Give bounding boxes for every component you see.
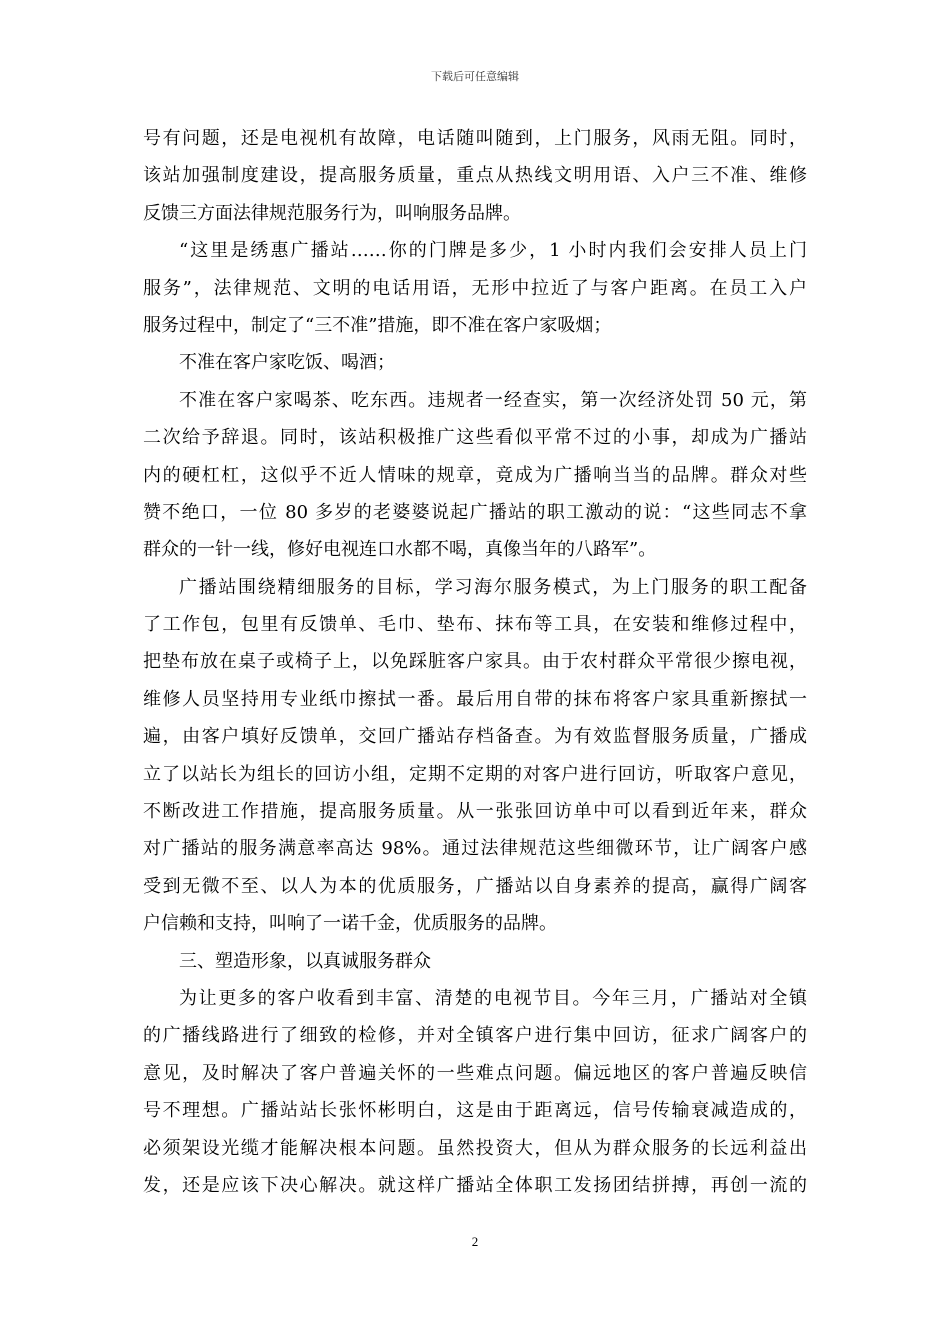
text-line: 户信赖和支持，叫响了一诺千金，优质服务的品牌。 bbox=[143, 913, 557, 935]
text-line: 立了以站长为组长的回访小组，定期不定期的对客户进行回访，听取客户意见， bbox=[143, 763, 807, 785]
text-line: 把垫布放在桌子或椅子上，以免踩脏客户家具。由于农村群众平常很少擦电视， bbox=[143, 651, 807, 673]
text-line: 号不理想。广播站站长张怀彬明白，这是由于距离远，信号传输衰减造成的， bbox=[143, 1100, 807, 1122]
text-line: 不准在客户家吃饭、喝酒； bbox=[179, 352, 395, 374]
page-number: 2 bbox=[471, 1234, 479, 1249]
text-line: 三、塑造形象，以真诚服务群众 bbox=[179, 950, 431, 972]
text-line: 该站加强制度建设，提高服务质量，重点从热线文明用语、入户三不准、维修 bbox=[143, 165, 807, 187]
text-line: 对广播站的服务满意率高达 98%。通过法律规范这些细微环节，让广阔客户感 bbox=[143, 838, 807, 860]
text-line: 内的硬杠杠，这似乎不近人情味的规章，竟成为广播响当当的品牌。群众对些 bbox=[143, 464, 807, 486]
text-line: 二次给予辞退。同时，该站积极推广这些看似平常不过的小事，却成为广播站 bbox=[143, 427, 807, 449]
page-header-note: 下载后可任意编辑 bbox=[431, 70, 519, 83]
text-line: 遍，由客户填好反馈单，交回广播站存档备查。为有效监督服务质量，广播成 bbox=[143, 726, 807, 748]
text-line: 不断改进工作措施，提高服务质量。从一张张回访单中可以看到近年来，群众 bbox=[143, 801, 807, 823]
text-line: 赞不绝口，一位 80 多岁的老婆婆说起广播站的职工激动的说：“这些同志不拿 bbox=[143, 501, 807, 523]
text-line: 了工作包，包里有反馈单、毛巾、垫布、抹布等工具，在安装和维修过程中， bbox=[143, 614, 807, 636]
text-line: 广播站围绕精细服务的目标，学习海尔服务模式，为上门服务的职工配备 bbox=[179, 576, 807, 598]
document-body bbox=[143, 120, 807, 1204]
text-line: 发，还是应该下决心解决。就这样广播站全体职工发扬团结拼搏，再创一流的 bbox=[143, 1174, 807, 1196]
text-line: 意见，及时解决了客户普遍关怀的一些难点问题。偏远地区的客户普遍反映信 bbox=[143, 1062, 807, 1084]
text-line: 服务过程中，制定了“三不准”措施，即不准在客户家吸烟； bbox=[143, 314, 612, 336]
text-line: 群众的一针一线，修好电视连口水都不喝，真像当年的八路军”。 bbox=[143, 539, 657, 561]
text-line: “这里是绣惠广播站……你的门牌是多少，1 小时内我们会安排人员上门 bbox=[179, 240, 807, 262]
text-line: 号有问题，还是电视机有故障，电话随叫随到，上门服务，风雨无阻。同时， bbox=[143, 128, 807, 149]
text-line: 的广播线路进行了细致的检修，并对全镇客户进行集中回访，征求广阔客户的 bbox=[143, 1025, 807, 1047]
text-line: 为让更多的客户收看到丰富、清楚的电视节目。今年三月，广播站对全镇 bbox=[179, 987, 807, 1009]
text-line: 反馈三方面法律规范服务行为，叫响服务品牌。 bbox=[143, 202, 521, 224]
text-line: 维修人员坚持用专业纸巾擦拭一番。最后用自带的抹布将客户家具重新擦拭一 bbox=[143, 688, 807, 710]
text-line: 不准在客户家喝茶、吃东西。违规者一经查实，第一次经济处罚 50 元，第 bbox=[179, 389, 807, 411]
text-line: 必须架设光缆才能解决根本问题。虽然投资大，但从为群众服务的长远利益出 bbox=[143, 1137, 807, 1159]
text-line: 受到无微不至、以人为本的优质服务，广播站以自身素养的提高，赢得广阔客 bbox=[143, 875, 807, 897]
text-line: 服务”，法律规范、文明的电话用语，无形中拉近了与客户距离。在员工入户 bbox=[143, 277, 807, 299]
